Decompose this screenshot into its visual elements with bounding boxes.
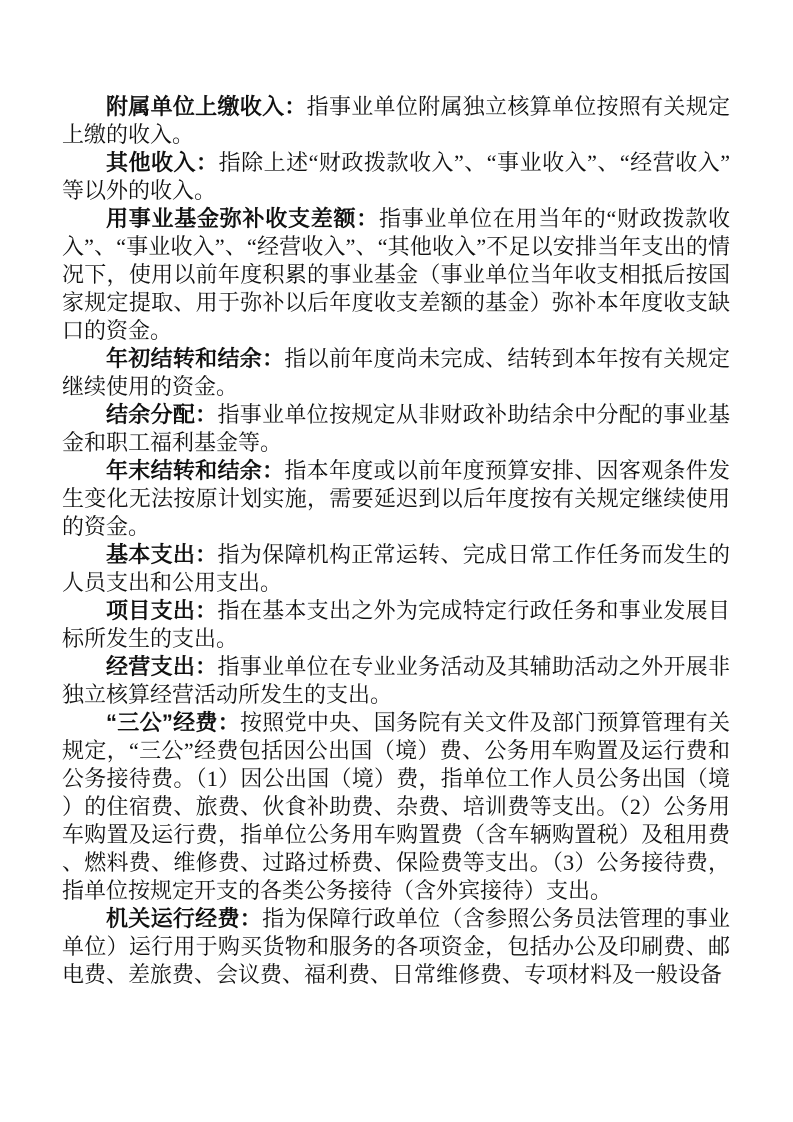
term-label: 用事业基金弥补收支差额： (106, 206, 379, 231)
definition-paragraph (62, 653, 730, 709)
definition-paragraph (62, 457, 730, 541)
definition-paragraph (62, 149, 730, 205)
definition-text: 指事业单位在专业业务活动及其辅助活动之外开展非独立核算经营活动所发生的支出。 (62, 654, 730, 707)
definition-paragraph (62, 93, 730, 149)
definition-text: 按照党中央、国务院有关文件及部门预算管理有关规定，“三公”经费包括因公出国（境）费、公务用车购置及运行费和公务接待费。（1）因公出国（境）费，指单位工作人员公务出国（境）的住宿费、旅费、伙食补助费、杂费、培训费等支出。（2）公务用车购置及运行费，指单位公务用车购置费（含车辆购置税）及租用费、燃料费、维修费、过路过桥费、保险费等支出。（3）公务接待费，指单位按规定开支的各类公务接待（含外宾接待）支出。 (62, 710, 730, 903)
term-label: 附属单位上缴收入： (106, 94, 307, 119)
definition-text: 指以前年度尚未完成、结转到本年按有关规定继续使用的资金。 (62, 346, 730, 399)
term-label: 基本支出： (106, 542, 218, 567)
definition-paragraph (62, 597, 730, 653)
definition-text: 指事业单位附属独立核算单位按照有关规定上缴的收入。 (62, 94, 730, 147)
term-label: 项目支出： (106, 598, 218, 623)
term-label: 结余分配： (106, 402, 218, 427)
definition-text: 指除上述“财政拨款收入”、“事业收入”、“经营收入”等以外的收入。 (62, 150, 730, 203)
definition-text: 指事业单位按规定从非财政补助结余中分配的事业基金和职工福利基金等。 (62, 402, 730, 455)
term-label: 年初结转和结余： (106, 346, 285, 371)
term-label: 机关运行经费： (106, 906, 263, 931)
definition-text: 指为保障行政单位（含参照公务员法管理的事业单位）运行用于购买货物和服务的各项资金，包括办公及印刷费、邮电费、差旅费、会议费、福利费、日常维修费、专项材料及一般设备 (62, 906, 730, 987)
term-label: 年末结转和结余： (106, 458, 285, 483)
definition-text: 指本年度或以前年度预算安排、因客观条件发生变化无法按原计划实施，需要延迟到以后年度按有关规定继续使用的资金。 (62, 458, 730, 539)
definition-paragraph (62, 905, 730, 989)
term-label: 经营支出： (106, 654, 218, 679)
definitions-list (62, 93, 730, 989)
definition-paragraph (62, 709, 730, 905)
definition-text: 指事业单位在用当年的“财政拨款收入”、“事业收入”、“经营收入”、“其他收入”不足以安排当年支出的情况下，使用以前年度积累的事业基金（事业单位当年收支相抵后按国家规定提取、用于弥补以后年度收支差额的基金）弥补本年度收支缺口的资金。 (62, 206, 730, 343)
definition-paragraph (62, 345, 730, 401)
definition-paragraph (62, 205, 730, 345)
definition-paragraph (62, 401, 730, 457)
definition-paragraph (62, 541, 730, 597)
definition-text: 指为保障机构正常运转、完成日常工作任务而发生的人员支出和公用支出。 (62, 542, 730, 595)
term-label: 其他收入： (106, 150, 219, 175)
term-label: “三公”经费： (106, 710, 240, 735)
definition-text: 指在基本支出之外为完成特定行政任务和事业发展目标所发生的支出。 (62, 598, 730, 651)
